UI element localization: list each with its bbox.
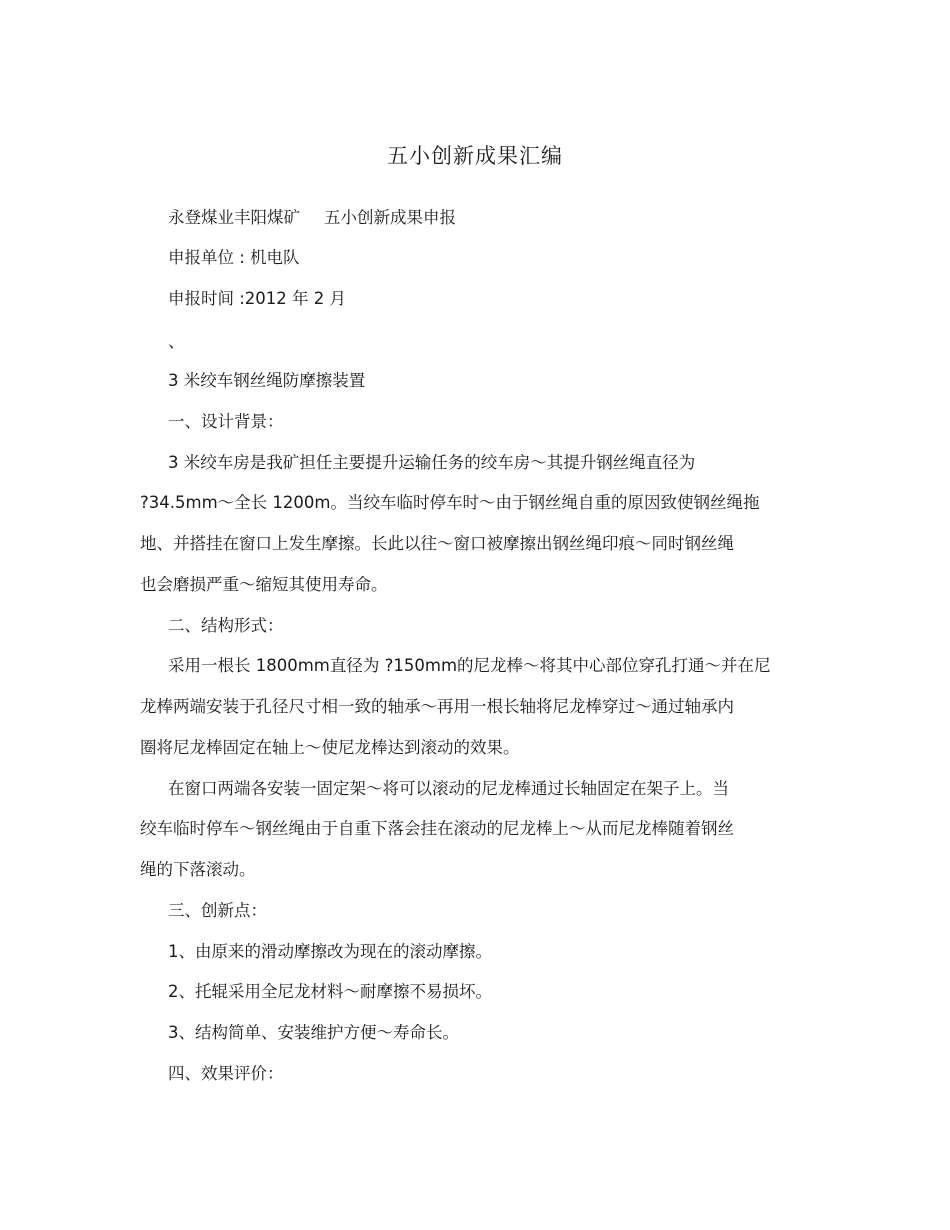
paragraph-line: 龙棒两端安装于孔径尺寸相一致的轴承～再用一根长轴将尼龙棒穿过～通过轴承内 bbox=[140, 697, 734, 716]
separator-mark: 、 bbox=[168, 332, 185, 351]
header-line bbox=[168, 206, 848, 230]
list-item: 1、由原来的滑动摩擦改为现在的滚动摩擦。 bbox=[168, 942, 492, 961]
paragraph-line: 采用一根长 1800mm直径为 ?150mm的尼龙棒～将其中心部位穿孔打通～并在尼 bbox=[168, 656, 771, 675]
project-name: 3 米绞车钢丝绳防摩擦装置 bbox=[168, 371, 366, 390]
list-item: 2、托辊采用全尼龙材料～耐摩擦不易损坏。 bbox=[168, 982, 492, 1001]
header-org: 永登煤业丰阳煤矿 bbox=[168, 208, 300, 227]
paragraph-line: 圈将尼龙棒固定在轴上～使尼龙棒达到滚动的效果。 bbox=[140, 738, 520, 757]
list-item: 3、结构简单、安装维护方便～寿命长。 bbox=[168, 1023, 459, 1042]
section-heading-innovation: 三、创新点： bbox=[168, 901, 267, 920]
section-heading-structure: 二、结构形式： bbox=[168, 616, 284, 635]
paragraph-line: 绞车临时停车～钢丝绳由于自重下落会挂在滚动的尼龙棒上～从而尼龙棒随着钢丝 bbox=[140, 819, 734, 838]
paragraph-line: 绳的下落滚动。 bbox=[140, 860, 256, 879]
paragraph-line: ?34.5mm～全长 1200m。当绞车临时停车时～由于钢丝绳自重的原因致使钢丝绳拖 bbox=[140, 493, 760, 512]
section-heading-effect: 四、效果评价： bbox=[168, 1064, 284, 1083]
paragraph-line: 3 米绞车房是我矿担任主要提升运输任务的绞车房～其提升钢丝绳直径为 bbox=[168, 453, 696, 472]
paragraph-line: 在窗口两端各安装一固定架～将可以滚动的尼龙棒通过长轴固定在架子上。当 bbox=[168, 779, 729, 798]
paragraph-line: 也会磨损严重～缩短其使用寿命。 bbox=[140, 575, 388, 594]
page-title: 五小创新成果汇编 bbox=[387, 144, 563, 168]
time-line: 申报时间 :2012 年 2 月 bbox=[168, 289, 347, 308]
unit-line: 申报单位 : 机电队 bbox=[168, 248, 300, 267]
section-heading-background: 一、设计背景： bbox=[168, 412, 284, 431]
header-subject: 五小创新成果申报 bbox=[324, 208, 456, 227]
paragraph-line: 地、并搭挂在窗口上发生摩擦。长此以往～窗口被摩擦出钢丝绳印痕～同时钢丝绳 bbox=[140, 534, 734, 553]
